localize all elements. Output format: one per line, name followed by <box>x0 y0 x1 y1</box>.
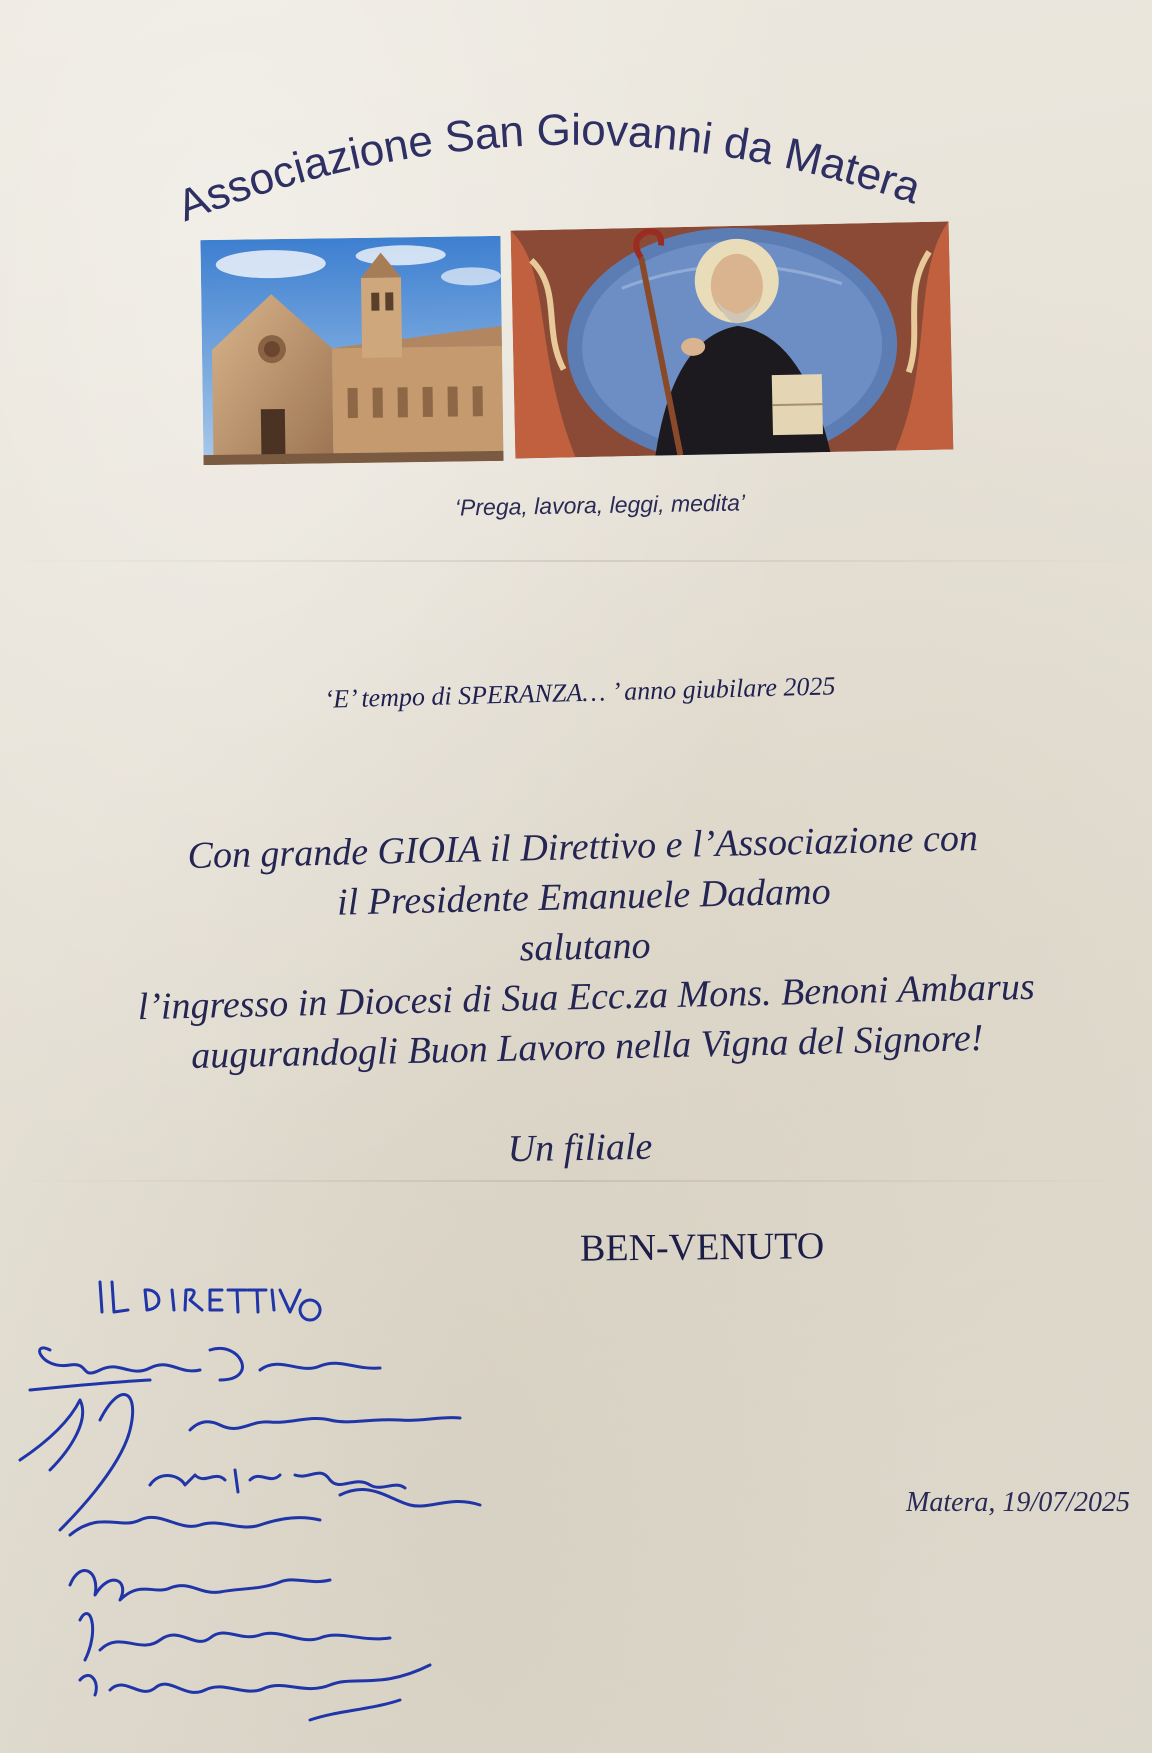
message-line: augurandogli Buon Lavoro nella Vigna del Signore! <box>190 1016 984 1077</box>
place-date: Matera, 19/07/2025 <box>906 1487 1130 1518</box>
message-line: l’ingresso in Diocesi di Sua Ecc.za Mons. Benoni Ambarus <box>137 965 1036 1029</box>
signature-heading <box>100 1282 320 1320</box>
association-motto: ‘Prega, lavora, leggi, medita’ <box>454 489 746 521</box>
message-body <box>17 809 1152 1085</box>
closing-text: Un filiale <box>507 1125 653 1171</box>
message-line: Con grande GIOIA il Direttivo e l’Associazione con <box>187 817 979 877</box>
message-line: il Presidente Emanuele Dadamo <box>336 870 832 924</box>
paper-fold <box>0 560 1152 562</box>
handwritten-signatures <box>10 1270 530 1750</box>
welcome-text: BEN-VENUTO <box>579 1225 825 1270</box>
message-line: salutano <box>519 924 651 970</box>
jubilee-line: ‘E’ tempo di SPERANZA… ’ anno giubilare 2025 <box>324 671 836 714</box>
saint-fresco <box>511 221 954 458</box>
association-title-text: Associazione San Giovanni da Matera <box>170 105 927 231</box>
cathedral-photo <box>200 236 503 465</box>
paper-fold <box>0 1180 1152 1182</box>
